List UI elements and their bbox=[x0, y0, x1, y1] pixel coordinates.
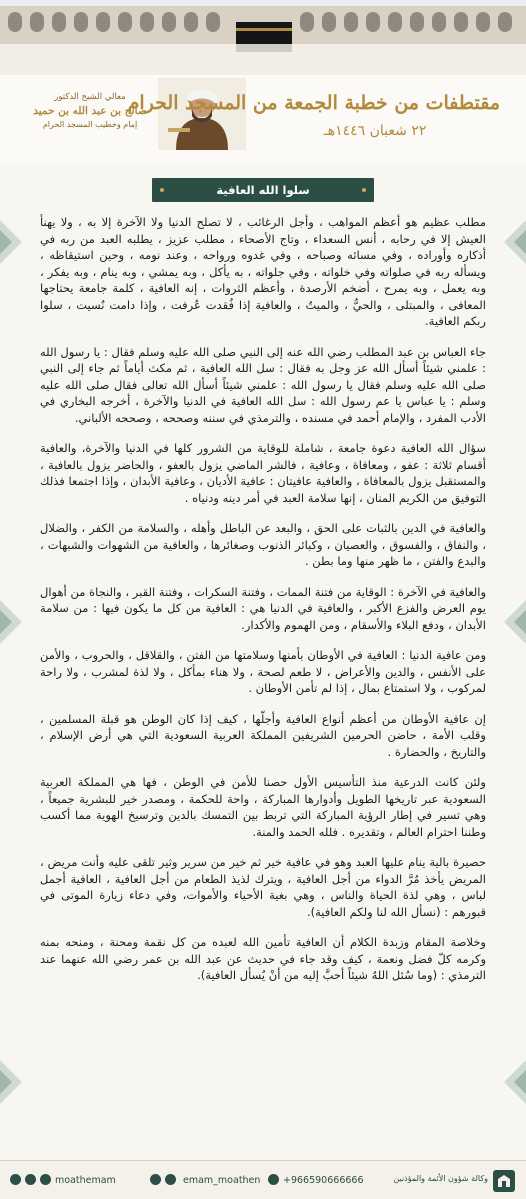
ornament-right-icon bbox=[504, 1060, 526, 1104]
sheikh-name: صالح بن عبد الله بن حميد bbox=[33, 105, 147, 117]
sheikh-honorific: معالي الشيخ الدكتور bbox=[54, 92, 126, 102]
sermon-body bbox=[40, 214, 486, 998]
mosque-arches-image bbox=[0, 0, 526, 75]
calligraphy-title: مقتطفات من خطبة الجمعة من المسجد الحرام bbox=[127, 92, 500, 114]
ornament-right-icon bbox=[504, 220, 526, 264]
header bbox=[0, 0, 526, 165]
paragraph: ومن عافية الدنيا : العافية في الأوطان بأمنها وسلامتها من الفتن ، والقلاقل ، والحروب ، والأمن على الأنفس ، والدين والأعراض ، لا طعم لصحة ، ولا هناء بمأكل ، ولا لذة لمشرب ، ولا راحة لمركوب ، ولا استمتاع بمال ، إذا لم تأمن الأوطان . bbox=[40, 648, 486, 695]
phone-number[interactable]: +966590666666 bbox=[283, 1175, 364, 1186]
paragraph: والعافية في الآخرة : الوقاية من فتنة الممات ، وفتنة السكرات ، وفتنة القبر ، والنجاة من أهوال يوم العرض والفزع الأكبر ، والعافية في الدنيا هي : العافية من كل ما يكون فيها : من سلامة الأبدان ، ودفع البلاء والأسقام ، ومن الهموم والأكدار. bbox=[40, 584, 486, 632]
footer bbox=[0, 1160, 526, 1199]
paragraph: وخلاصة المقام وزبدة الكلام أن العافية تأمين الله لعبده من كل نقمة ومحنة ، ومنحه بمنه وكرمه كلّ فضل ونعمة ، كيف وقد جاء في حديث عن عبد الله بن عمر رضي الله عنهما عند الترمذي : (وما سُئل اللهُ شيئاً أحبَّ إليه من أنْ يُسأل العافية). bbox=[40, 935, 486, 982]
sheikh-role: إمام وخطيب المسجد الحرام bbox=[42, 120, 138, 129]
hijri-date: ٢٢ شعبان ١٤٤٦هـ bbox=[323, 123, 427, 139]
social-icons-center bbox=[150, 1174, 176, 1185]
social-handle[interactable]: emam_moathen bbox=[183, 1175, 261, 1186]
social-icons-left bbox=[10, 1174, 51, 1185]
agency-name: وكالة شؤون الأئمة والمؤذنين bbox=[393, 1174, 488, 1183]
ornament-left-icon bbox=[0, 600, 22, 644]
paragraph: سؤال الله العافية دعوة جامعة ، شاملة للوقاية من الشرور كلها في الدنيا والآخرة، والعافية أقسام ثلاثة : عفو ، ومعافاة ، وعافية ، فالشر الماضي يزول بالعفو ، والحاضر يزول بالعافية ، والمستقبل يزول بالمعافاة ، والعافية عافيتان : عافية الأديان ، وعافية الأبدان ، وإذا اجتمعا فذلك التوفيق من الكريم المنان ، إنها سلامة العبد في أمر دينه ودنياه . bbox=[40, 441, 486, 505]
agency-logo-icon bbox=[492, 1169, 516, 1193]
ornament-left-icon bbox=[0, 220, 22, 264]
ornament-right-icon bbox=[504, 600, 526, 644]
social-handle[interactable]: moathemam bbox=[55, 1175, 116, 1186]
whatsapp-icon[interactable] bbox=[268, 1174, 279, 1185]
snapchat-icon[interactable] bbox=[150, 1174, 161, 1185]
paragraph: مطلب عظيم هو أعظم المواهب ، وأجل الرغائب ، لا تصلح الدنيا ولا الآخرة إلا به ، ولا يهنأ العيش إلا في رحابه ، أنس السعداء ، وتاج الأصحاء ، مطلب عزيز ، يطلبه العبد من ربه في أذكاره وأوراده ، وفي مسائه وصباحه ، وفي غدوه ورواحه ، وعند نومه ، وحين استيقاظه ، ويسأله ربه في صلواته وفي خلواته ، وفي جلواته ، به يأكل ، وبه يمشي ، وبه ينام ، وبه يفكر ، وبه يعمل ، وبه يمرح ، أضخم الأرصدة ، وأعظم الثروات ، إنه العافية ، كلمة جامعة يحتاجها المعافى ، والمبتلى ، والحيُّ ، والميتُ ، والعافية إذا فُقدت عُرفت ، وإذا دامت نُسيت ، سلوا ربكم العافية. bbox=[40, 215, 486, 328]
title-dot-icon bbox=[160, 188, 164, 192]
paragraph: جاء العباس بن عبد المطلب رضي الله عنه إلى النبي صلى الله عليه وسلم فقال : يا رسول الله : علمني شيئاً أسأل الله عز وجل به فقال : سل الله العافية ، ثم مكث أياماً ثم جاء إلى النبي صلى الله عليه وسلم فقال يا رسول الله : علمني شيئاً أسأل الله تعالى فقال صلى الله عليه وسلم : يا عباس يا عم رسول الله : سل الله العافية في الدنيا والآخرة ، أخرجه البخاري في الأدب المفرد ، والإمام أحمد في مسنده ، والترمذي في سننه وصححه ، وصححه الألباني. bbox=[40, 344, 486, 425]
youtube-icon[interactable] bbox=[165, 1174, 176, 1185]
paragraph: حصيرة بالية ينام عليها العبد وهو في عافية خير ثم خير من سرير وثير تلقى عليه وأنت مريض ، المريض يأخذ مُرَّ الدواء من أجل العافية ، ويترك لذيذ الطعام من أجل العافية ، العافية أجمل لباس ، وهي لذة الحياة والناس ، وهي بغية الأحياء والأموات، وفي دعاء زيارة الموتى في قبورهم : (نسأل الله لنا ولكم العافية). bbox=[40, 855, 486, 919]
sermon-title-text: سلوا الله العافية bbox=[216, 183, 310, 197]
facebook-icon[interactable] bbox=[10, 1174, 21, 1185]
instagram-icon[interactable] bbox=[25, 1174, 36, 1185]
title-dot-icon bbox=[362, 188, 366, 192]
imam-photo bbox=[158, 78, 246, 150]
x-icon[interactable] bbox=[40, 1174, 51, 1185]
sermon-title bbox=[152, 178, 374, 202]
paragraph: والعافية في الدين بالثبات على الحق ، والبعد عن الباطل وأهله ، والسلامة من الكفر ، والضلال ، والنفاق ، والفسوق ، والعصيان ، وكبائر الذنوب وصغائرها ، والعافية من الشهوات والشبهات ، والبدع والفتن ، ما ظهر منها وما بطن . bbox=[40, 521, 486, 568]
paragraph: ولئن كانت الدرعية منذ التأسيس الأول حصنا للأمن في الوطن ، فها هي المملكة العربية السعودية عبر تاريخها الطويل وأدوارها المباركة ، واحة للحكمة ، ومصدر خير للبشرية جميعاً ، وهي تسير في إطار الرؤية المباركة التي تربط بين التمسك بالدين وترسيخ الهوية مما أكسب وطننا احترام العالم ، وتقديره . فلله الحمد والمنة. bbox=[40, 775, 486, 839]
ornament-left-icon bbox=[0, 1060, 22, 1104]
paragraph: إن عافية الأوطان من أعظم أنواع العافية وأجلّها ، كيف إذا كان الوطن هو قبلة المسلمين ، وقلب الأمة ، حاضن الحرمين الشريفين المملكة العربية السعودية التي هي أرض الإسلام ، والتاريخ ، والحضارة . bbox=[40, 711, 486, 759]
